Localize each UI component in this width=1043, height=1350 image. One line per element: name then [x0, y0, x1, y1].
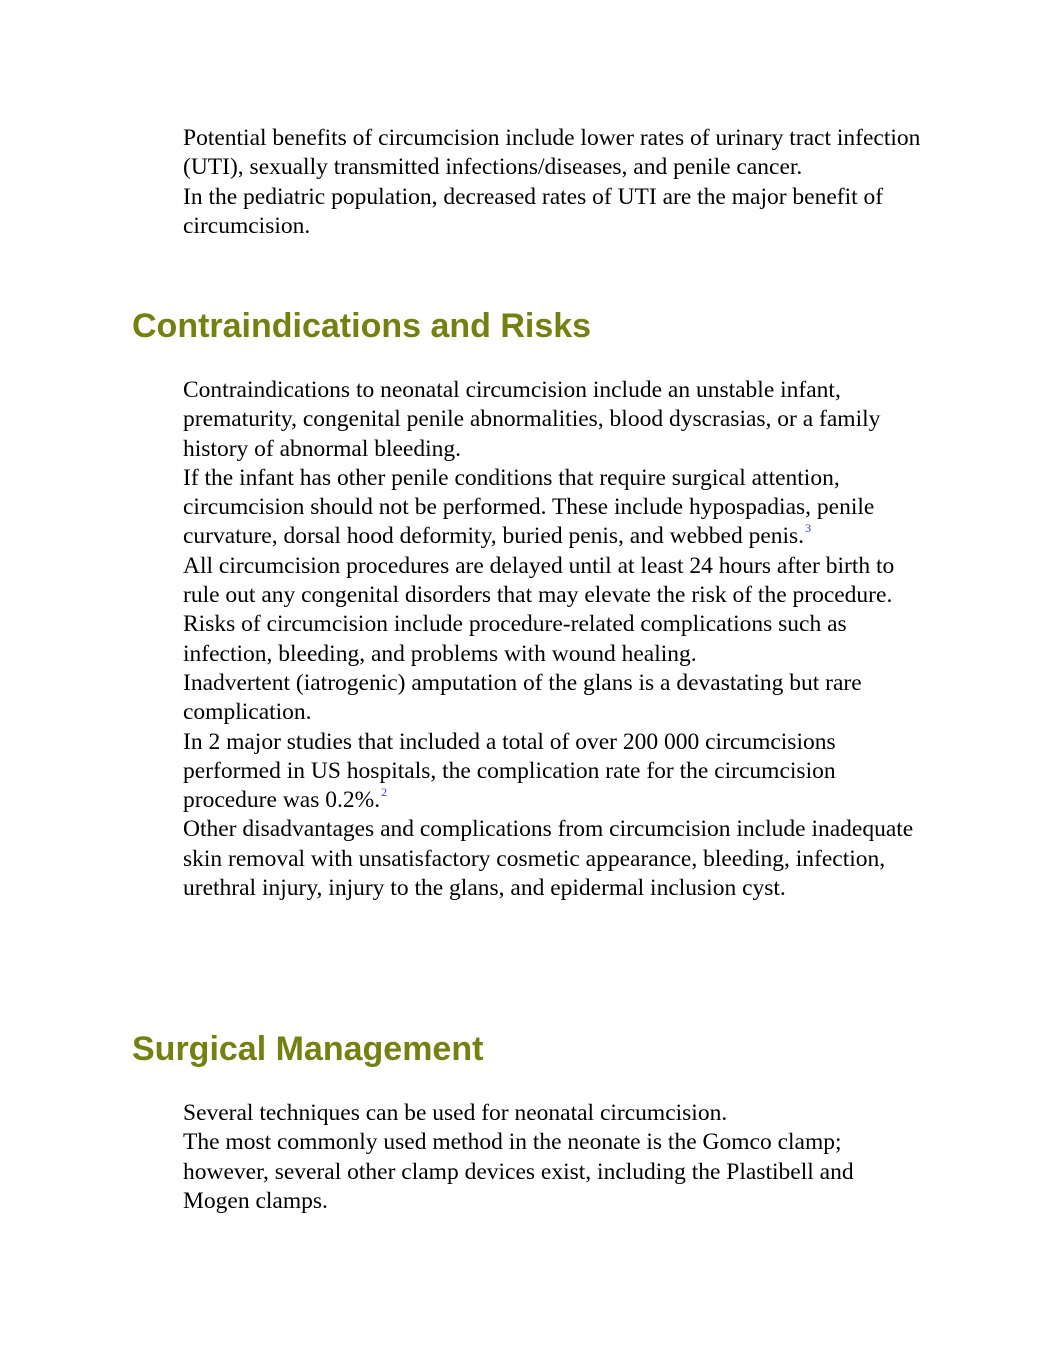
contraindications-paragraph-3: All circumcision procedures are delayed until at least 24 hours after birth to rule out any congenital disorders that may elevate the risk of the procedure. [183, 552, 895, 609]
contraindications-paragraph-7: Other disadvantages and complications from circumcision include inadequate skin removal with unsatisfactory cosmetic appearance, bleeding, infection, urethral injury, injury to the glans, and epidermal inclusion cyst. [183, 816, 914, 902]
contraindications-paragraph-1: Contraindications to neonatal circumcision include an unstable infant, prematurity, congenital penile abnormalities, blood dyscrasias, or a family history of abnormal bleeding. [183, 377, 881, 462]
contraindications-heading: Contraindications and Risks [132, 307, 592, 345]
intro-section [183, 124, 923, 241]
contraindications-paragraph-4: Risks of circumcision include procedure-related complications such as infection, bleeding, and problems with wound healing. [183, 611, 847, 667]
surgical-management-heading: Surgical Management [132, 1030, 484, 1068]
contraindications-paragraph-2-text: If the infant has other penile conditions that require surgical attention, circumcision should not be performed. These include hypospadias, penile curvature, dorsal hood deformity, buried penis, and webbed penis. [183, 464, 875, 550]
surgical-paragraph-1: Several techniques can be used for neonatal circumcision. [183, 1100, 728, 1126]
contraindications-paragraph-2 [183, 464, 923, 552]
intro-paragraph-benefits: Potential benefits of circumcision include lower rates of urinary tract infection (UTI), sexually transmitted infections/diseases, and penile cancer. [183, 125, 921, 181]
intro-paragraph-pediatric: In the pediatric population, decreased rates of UTI are the major benefit of circumcision. [183, 183, 884, 239]
surgical-paragraph-2: The most commonly used method in the neonate is the Gomco clamp; however, several other clamp devices exist, including the Plastibell and Mogen clamps. [183, 1129, 854, 1214]
contraindications-paragraph-6 [183, 728, 923, 816]
surgical-management-section [183, 1099, 923, 1216]
contraindications-paragraph-6-text: In 2 major studies that included a total of over 200 000 circumcisions performed in US hospitals, the complication rate for the circumcision procedure was 0.2%. [183, 728, 836, 814]
contraindications-paragraph-5: Inadvertent (iatrogenic) amputation of the glans is a devastating but rare complication. [183, 669, 862, 726]
reference-link-2[interactable]: 2 [381, 785, 388, 800]
reference-link-3[interactable]: 3 [805, 521, 812, 536]
contraindications-section [183, 376, 923, 903]
